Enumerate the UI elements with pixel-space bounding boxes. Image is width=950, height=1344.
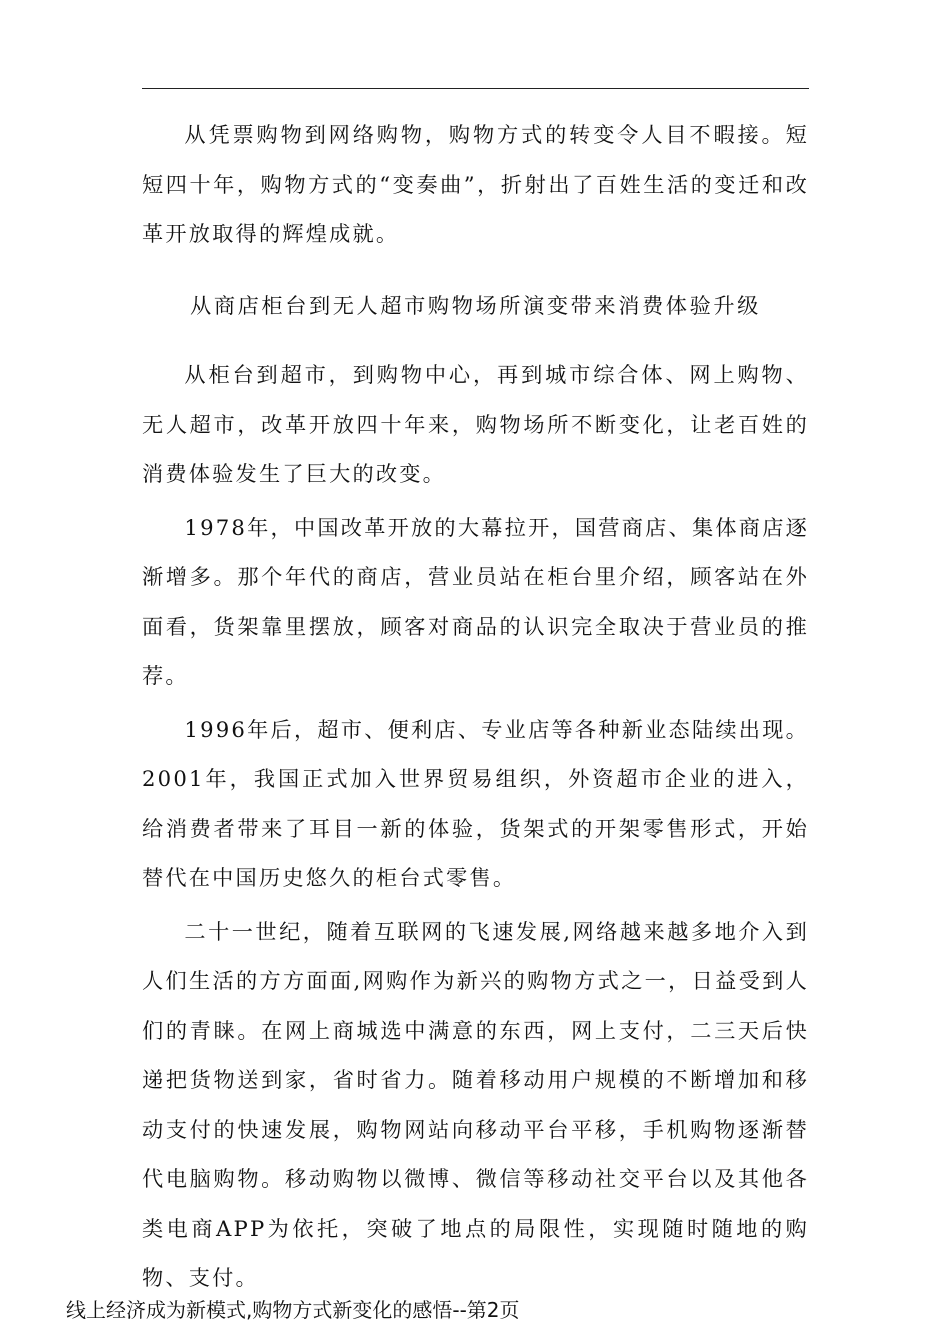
paragraph-intro: 从凭票购物到网络购物，购物方式的转变令人目不暇接。短短四十年，购物方式的“变奏曲”，折射出了百姓生活的变迁和改革开放取得的辉煌成就。 [142, 122, 809, 246]
section-heading: 从商店柜台到无人超市购物场所演变带来消费体验升级 [190, 292, 761, 318]
paragraph-internet: 二十一世纪，随着互联网的飞速发展,网络越来越多地介入到人们生活的方方面面,网购作为新兴的购物方式之一，日益受到人们的青睐。在网上商城选中满意的东西，网上支付，二三天后快递把货物送到家，省时省力。随着移动用户规模的不断增加和移动支付的快速发展，购物网站向移动平台平移，手机购物逐渐替代电脑购物。移动购物以微博、微信等移动社交平台以及其他各类电商APP为依托，突破了地点的局限性，实现随时随地的购物、支付。 [142, 918, 809, 1290]
paragraph-1978: 1978年，中国改革开放的大幕拉开，国营商店、集体商店逐渐增多。那个年代的商店，营业员站在柜台里介绍，顾客站在外面看，货架靠里摆放，顾客对商品的认识完全取决于营业员的推荐。 [142, 514, 809, 688]
page-footer: 线上经济成为新模式,购物方式新变化的感悟--第2页 [66, 1298, 520, 1322]
paragraph-venues: 从柜台到超市，到购物中心，再到城市综合体、网上购物、无人超市，改革开放四十年来，购物场所不断变化，让老百姓的消费体验发生了巨大的改变。 [142, 362, 809, 486]
header-rule [142, 88, 809, 89]
paragraph-1996: 1996年后，超市、便利店、专业店等各种新业态陆续出现。2001年，我国正式加入世界贸易组织，外资超市企业的进入，给消费者带来了耳目一新的体验，货架式的开架零售形式，开始替代在中国历史悠久的柜台式零售。 [142, 716, 809, 890]
document-body [142, 110, 809, 1303]
